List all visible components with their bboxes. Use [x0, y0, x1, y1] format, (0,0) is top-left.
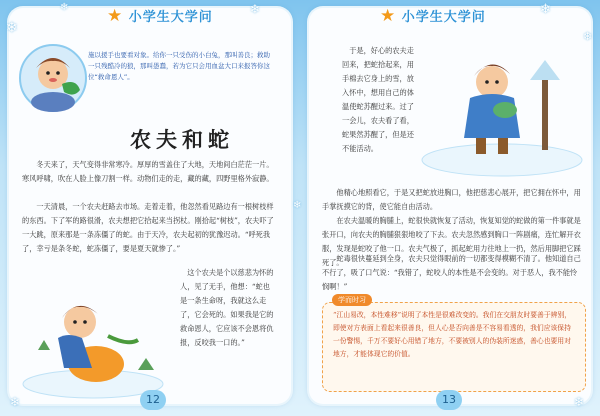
paragraph: 这个农夫是个以慈悲为怀的人，见了无手，他想：“蛇也是一条生命呀，我就这么走了，它会死的。如果我是它的救命恩人，它应该不会恩将仇报，反咬我一口的。” [180, 268, 274, 347]
page-number-left: 12 [140, 390, 166, 410]
paragraph: 他精心地照看它，于是又把蛇放进胸口，他把慈悲心展开，把它拥在怀中，用手掌抚摸它的背，使它能自由活动。 [322, 188, 581, 211]
snowflake-icon: ❄ [574, 395, 585, 409]
intro-text: 施以援手也要看对象。给你一只受伤的小白兔，那叫善良；救助一只残酷冷的狼，那叫愚蠢，若为它只会用血盆大口来报答你这位“救命恩人”。 [88, 51, 270, 81]
paragraph: 蛇毒很快蔓延到全身，农夫只觉得眼前的一切都变得模糊不清了。他知道自己不行了，吸了口气说：“我错了，蛇咬人的本性是不会变的。对于恶人，我不能怜悯啊！” [322, 254, 581, 291]
paragraph: 冬天来了，天气变得非常寒冷。厚厚的雪盖住了大地，天地间白茫茫一片。寒风呼啸，吹在人脸上像刀割一样。动物们走的走，藏的藏，四野里格外寂静。 [22, 160, 274, 183]
farmer-snake-illustration [420, 40, 585, 180]
page-number-right: 13 [436, 390, 462, 410]
page-header-right: ★ 小学生大学问 [380, 6, 486, 26]
snowflake-icon: ❄ [583, 30, 593, 43]
tip-text: “江山易改，本性难移”说明了本性是很难改变的。我们在交朋友时要善于辨别，即使对方表面上看起来很善良，但人心是否向善是不容易看透的，我们应该保持一份警惕，千万不要好心用错了地方，不要被别人的伪装所迷惑，善心也要用对地方，才能体现它的价值。 [333, 311, 572, 358]
snowflake-icon: ❄ [60, 2, 69, 13]
tip-label: 学而时习 [332, 294, 372, 306]
paragraph: 于是，好心的农夫走回来，把蛇拾起来，用手棉去它身上的雪，放入怀中，想用自己的体温使蛇苏醒过来。过了一会儿，农夫看了看，蛇果然苏醒了，但是还不能活动。 [342, 46, 414, 153]
snowflake-icon: ❄ [6, 20, 18, 36]
snowflake-icon: ❄ [540, 2, 551, 17]
farmer-portrait-illustration [18, 40, 88, 112]
page-header-left: ★ 小学生大学问 [107, 6, 213, 26]
paragraph: 在农夫温暖的胸脯上，蛇很快就恢复了活动，恢复知觉的蛇做的第一件事就是张开口，向农夫的胸脯狠狠地咬了下去。农夫忽然感到胸口一阵剧痛，连忙解开衣服，发现是蛇咬了他一口。农夫气极了，抓起蛇用力往地上一扔，然后用脚把它踩死了。 [322, 216, 581, 267]
paragraph: 一天清晨，一个农夫赶路去市场。走着走着，他忽然看见路边有一根树枝样的东西。下了军的路很滑，农夫想把它拾起来当拐杖。刚拾起“树枝”，农夫吓了一大跳，原来那是一条冻僵了的蛇。由于天冷，农夫起初的犹豫迟动。“呼死我了，幸亏是条冬蛇，蛇冻僵了，要是夏天就惨了。” [22, 202, 274, 253]
farmer-snow-illustration [18, 280, 168, 400]
snowflake-icon: ❄ [10, 395, 21, 409]
story-title: 农夫和蛇 [130, 127, 234, 152]
snowflake-icon: ❄ [250, 2, 261, 16]
snowflake-icon: ❄ [293, 200, 302, 211]
